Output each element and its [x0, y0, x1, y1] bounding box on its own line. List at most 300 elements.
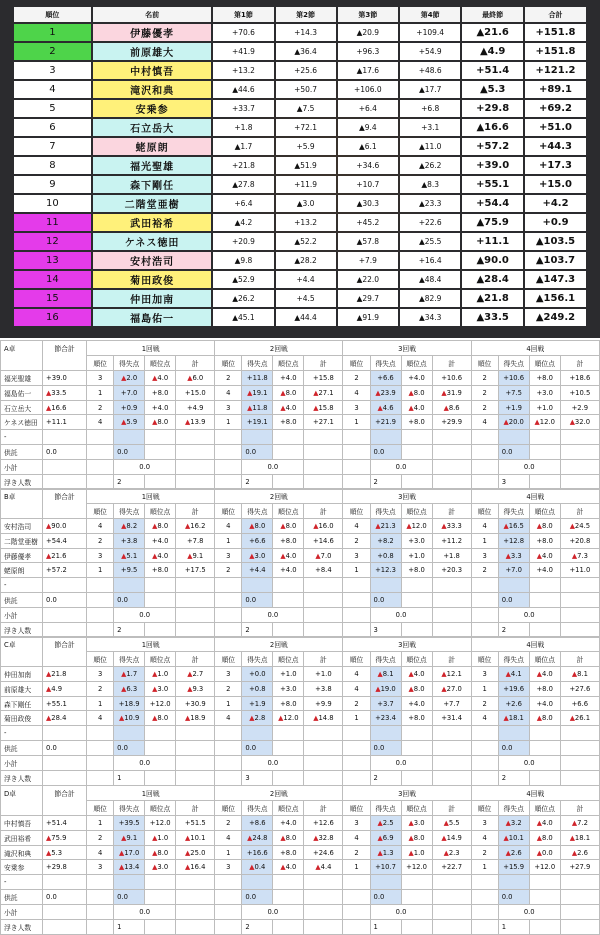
sub-header: 順位	[87, 355, 114, 370]
game-rank: 3	[215, 666, 242, 681]
minus-triangle-icon: ▲	[571, 669, 578, 678]
game-points: ▲19.1	[242, 385, 273, 400]
sub-header: 順位	[471, 355, 498, 370]
empty-cell	[529, 726, 560, 741]
subtotal-label: 小計	[1, 905, 43, 920]
subtotal-row	[1, 460, 600, 475]
minus-triangle-icon: ▲	[441, 833, 447, 842]
empty-cell	[176, 578, 215, 593]
section-3-score: ▲9.4	[338, 119, 398, 136]
subtotal-value: 0.0	[242, 460, 304, 475]
game-total: ▲9.1	[176, 548, 215, 563]
kyotaku-spacer	[401, 445, 432, 460]
float-value: 2	[498, 623, 529, 638]
final-section-score: ▲5.3	[462, 81, 523, 98]
kyotaku-spacer	[560, 445, 599, 460]
minus-triangle-icon: ▲	[121, 551, 127, 560]
game-rank-points: ▲8.0	[529, 711, 560, 726]
section-1-score: ▲27.8	[213, 176, 273, 193]
game-rank: 1	[343, 711, 370, 726]
empty-cell	[343, 726, 370, 741]
player-name: ケネス徳田	[1, 415, 43, 430]
minus-triangle-icon: ▲	[569, 418, 575, 427]
float-spacer	[432, 920, 471, 935]
section-4-score: +3.1	[400, 119, 460, 136]
empty-cell	[114, 726, 145, 741]
rank-cell: 3	[14, 62, 91, 79]
subtotal-value: 0.0	[242, 905, 304, 920]
subtotal-value: 0.0	[370, 460, 432, 475]
player-row	[1, 830, 600, 845]
empty-dash: -	[1, 726, 43, 741]
kyotaku-spacer	[215, 593, 242, 608]
game-rank-points: ▲8.0	[401, 385, 432, 400]
game-rank: 3	[87, 548, 114, 563]
section-3-score: +6.4	[338, 100, 398, 117]
empty-cell	[498, 726, 529, 741]
minus-triangle-icon: ▲	[503, 714, 509, 723]
game-points: ▲2.8	[242, 711, 273, 726]
game-points: +0.9	[114, 400, 145, 415]
empty-cell	[343, 578, 370, 593]
game-header-3: 3回戦	[343, 637, 471, 652]
float-spacer	[343, 920, 370, 935]
empty-row	[1, 875, 600, 890]
empty-cell	[370, 875, 401, 890]
empty-cell	[401, 875, 432, 890]
section-4-score: ▲26.2	[400, 157, 460, 174]
subtotal-value: 0.0	[498, 460, 560, 475]
empty-total	[43, 578, 87, 593]
float-spacer	[43, 771, 87, 786]
game-header-2: 2回戦	[215, 786, 343, 801]
minus-triangle-icon: ▲	[377, 669, 383, 678]
kyotaku-spacer	[471, 741, 498, 756]
empty-dash: -	[1, 430, 43, 445]
kyotaku-spacer	[304, 445, 343, 460]
game-rank: 2	[343, 533, 370, 548]
empty-total	[43, 875, 87, 890]
subtotal-value: 0.0	[242, 608, 304, 623]
player-name: 福島佑一	[1, 385, 43, 400]
game-header-4: 4回戦	[471, 341, 599, 356]
player-total: ▲4.9	[43, 681, 87, 696]
total-score: +17.3	[525, 157, 586, 174]
sub-header: 計	[176, 355, 215, 370]
float-spacer	[560, 771, 599, 786]
game-rank-points: ▲12.0	[401, 518, 432, 533]
subtotal-spacer	[215, 608, 242, 623]
game-rank: 4	[343, 681, 370, 696]
game-total: ▲33.3	[432, 518, 471, 533]
game-rank: 3	[343, 548, 370, 563]
game-total: ▲26.1	[560, 711, 599, 726]
game-rank: 4	[471, 415, 498, 430]
game-points: ▲1.3	[370, 845, 401, 860]
sub-header-row	[1, 355, 600, 370]
float-label: 浮き人数	[1, 623, 43, 638]
game-total: +15.8	[304, 370, 343, 385]
table-detail	[0, 488, 600, 638]
empty-cell	[304, 430, 343, 445]
sub-header: 順位	[471, 503, 498, 518]
subtotal-spacer	[304, 608, 343, 623]
game-points: ▲18.1	[498, 711, 529, 726]
game-points: +1.9	[498, 400, 529, 415]
game-total: ▲14.8	[304, 711, 343, 726]
game-total: +24.6	[304, 845, 343, 860]
player-total: ▲21.8	[43, 666, 87, 681]
float-value: 1	[114, 771, 145, 786]
subtotal-spacer	[432, 608, 471, 623]
section-4-score: +109.4	[400, 24, 460, 41]
kyotaku-total: 0.0	[43, 593, 87, 608]
minus-triangle-icon: ▲	[315, 863, 321, 872]
game-rank: 3	[87, 370, 114, 385]
minus-triangle-icon: ▲	[408, 403, 414, 412]
game-points: ▲2.6	[498, 845, 529, 860]
subtotal-value: 0.0	[370, 608, 432, 623]
game-rank-points: ▲8.0	[145, 711, 176, 726]
subtotal-spacer	[87, 608, 114, 623]
standings-panel	[0, 0, 600, 338]
player-total: +39.0	[43, 370, 87, 385]
sub-header: 順位点	[145, 800, 176, 815]
kyotaku-value: 0.0	[242, 593, 273, 608]
game-rank-points: ▲4.0	[145, 548, 176, 563]
game-header-row	[1, 341, 600, 356]
minus-triangle-icon: ▲	[280, 521, 286, 530]
kyotaku-spacer	[304, 593, 343, 608]
game-rank-points: +12.0	[401, 860, 432, 875]
kyotaku-total: 0.0	[43, 741, 87, 756]
game-header-1: 1回戦	[87, 341, 215, 356]
game-total: +51.5	[176, 815, 215, 830]
game-header-2: 2回戦	[215, 341, 343, 356]
game-rank-points: ▲1.0	[401, 845, 432, 860]
minus-triangle-icon: ▲	[377, 403, 383, 412]
total-score: ▲249.2	[525, 309, 586, 326]
kyotaku-spacer	[529, 890, 560, 905]
total-spacer	[43, 800, 87, 815]
minus-triangle-icon: ▲	[443, 848, 449, 857]
player-name: 蛯原朗	[93, 138, 212, 155]
minus-triangle-icon: ▲	[441, 521, 447, 530]
game-rank: 4	[215, 385, 242, 400]
game-points: ▲24.8	[242, 830, 273, 845]
sub-header: 計	[432, 651, 471, 666]
game-points: +6.6	[242, 533, 273, 548]
empty-cell	[498, 430, 529, 445]
minus-triangle-icon: ▲	[121, 373, 127, 382]
game-total: +15.0	[176, 385, 215, 400]
game-points: ▲6.3	[114, 681, 145, 696]
empty-total	[43, 430, 87, 445]
game-rank-points: ▲8.0	[529, 518, 560, 533]
minus-triangle-icon: ▲	[571, 848, 578, 857]
total-score: +4.2	[525, 195, 586, 212]
empty-cell	[471, 578, 498, 593]
minus-triangle-icon: ▲	[152, 848, 158, 857]
section-4-score: +48.6	[400, 62, 460, 79]
game-rank-points: +4.0	[273, 815, 304, 830]
player-row	[1, 548, 600, 563]
game-total: ▲24.5	[560, 518, 599, 533]
minus-triangle-icon: ▲	[408, 833, 414, 842]
subtotal-row	[1, 905, 600, 920]
game-rank-points: ▲4.0	[273, 400, 304, 415]
kyotaku-value: 0.0	[498, 445, 529, 460]
game-total: ▲10.1	[176, 830, 215, 845]
kyotaku-spacer	[471, 445, 498, 460]
kyotaku-value: 0.0	[498, 890, 529, 905]
subtotal-spacer	[560, 608, 599, 623]
float-value: 2	[114, 475, 145, 490]
minus-triangle-icon: ▲	[46, 833, 52, 842]
game-rank: 1	[87, 815, 114, 830]
game-rank-points: ▲3.0	[401, 815, 432, 830]
header-total: 合計	[525, 7, 586, 22]
table-c-section	[0, 636, 600, 786]
game-points: +9.5	[114, 563, 145, 578]
empty-cell	[343, 430, 370, 445]
section-1-score: +70.6	[213, 24, 273, 41]
game-points: ▲3.3	[498, 548, 529, 563]
empty-cell	[145, 875, 176, 890]
game-rank: 2	[215, 815, 242, 830]
minus-triangle-icon: ▲	[377, 833, 383, 842]
player-row	[1, 385, 600, 400]
subtotal-spacer	[560, 460, 599, 475]
game-total: ▲7.2	[560, 815, 599, 830]
game-total: ▲6.0	[176, 370, 215, 385]
game-rank: 2	[87, 533, 114, 548]
kyotaku-spacer	[529, 593, 560, 608]
float-value: 2	[370, 771, 401, 786]
minus-triangle-icon: ▲	[536, 669, 542, 678]
section-1-score: +13.2	[213, 62, 273, 79]
empty-cell	[145, 578, 176, 593]
rank-cell: 15	[14, 290, 91, 307]
game-rank: 2	[471, 385, 498, 400]
game-total: ▲18.9	[176, 711, 215, 726]
player-name: 仲田加南	[93, 290, 212, 307]
minus-triangle-icon: ▲	[505, 818, 511, 827]
standings-row	[14, 138, 586, 155]
minus-triangle-icon: ▲	[408, 388, 414, 397]
sub-header: 順位	[215, 355, 242, 370]
game-rank-points: +1.0	[529, 400, 560, 415]
game-rank: 4	[87, 415, 114, 430]
empty-cell	[87, 726, 114, 741]
game-points: ▲20.0	[498, 415, 529, 430]
subtotal-spacer	[560, 756, 599, 771]
float-value: 2	[242, 475, 273, 490]
subtotal-spacer	[471, 905, 498, 920]
game-total: +10.6	[432, 370, 471, 385]
minus-triangle-icon: ▲	[121, 521, 127, 530]
sub-header: 順位	[343, 355, 370, 370]
subtotal-spacer	[215, 905, 242, 920]
game-rank-points: +4.0	[401, 696, 432, 711]
section-2-score: ▲28.2	[276, 252, 336, 269]
sub-header: 順位	[343, 651, 370, 666]
game-rank-points: ▲4.0	[145, 370, 176, 385]
kyotaku-spacer	[87, 890, 114, 905]
sub-header: 計	[560, 503, 599, 518]
game-header-row	[1, 786, 600, 801]
game-rank: 4	[215, 830, 242, 845]
total-header: 節合計	[43, 786, 87, 801]
minus-triangle-icon: ▲	[185, 521, 191, 530]
kyotaku-value: 0.0	[114, 741, 145, 756]
game-rank: 4	[87, 518, 114, 533]
minus-triangle-icon: ▲	[280, 403, 286, 412]
total-score: ▲156.1	[525, 290, 586, 307]
empty-cell	[432, 430, 471, 445]
minus-triangle-icon: ▲	[569, 521, 575, 530]
game-rank-points: +3.0	[401, 533, 432, 548]
game-total: ▲25.0	[176, 845, 215, 860]
game-points: +12.3	[370, 563, 401, 578]
game-rank-points: +8.0	[145, 385, 176, 400]
game-rank-points: ▲8.0	[529, 830, 560, 845]
standings-row	[14, 176, 586, 193]
final-section-score: +51.4	[462, 62, 523, 79]
game-total: +7.7	[432, 696, 471, 711]
empty-cell	[176, 875, 215, 890]
total-spacer	[43, 651, 87, 666]
game-points: +8.2	[370, 533, 401, 548]
sub-header: 順位	[343, 503, 370, 518]
empty-dash: -	[1, 875, 43, 890]
game-rank-points: ▲3.0	[145, 681, 176, 696]
player-total: +29.8	[43, 860, 87, 875]
float-spacer	[471, 920, 498, 935]
minus-triangle-icon: ▲	[503, 521, 509, 530]
subtotal-spacer	[304, 460, 343, 475]
section-2-score: ▲51.9	[276, 157, 336, 174]
empty-cell	[215, 430, 242, 445]
game-rank-points: ▲4.0	[401, 400, 432, 415]
kyotaku-spacer	[529, 445, 560, 460]
minus-triangle-icon: ▲	[247, 403, 253, 412]
player-total: +57.2	[43, 563, 87, 578]
standings-row	[14, 195, 586, 212]
minus-triangle-icon: ▲	[185, 714, 191, 723]
player-name: 伊藤優孝	[1, 548, 43, 563]
minus-triangle-icon: ▲	[534, 418, 540, 427]
game-rank-points: +4.0	[529, 563, 560, 578]
float-spacer	[304, 771, 343, 786]
sub-header: 計	[560, 651, 599, 666]
game-total: +12.6	[304, 815, 343, 830]
game-total: ▲31.9	[432, 385, 471, 400]
game-points: +8.6	[242, 815, 273, 830]
header-section-1: 第1節	[213, 7, 273, 22]
game-total: +20.3	[432, 563, 471, 578]
game-total: ▲9.3	[176, 681, 215, 696]
game-rank: 4	[215, 711, 242, 726]
minus-triangle-icon: ▲	[408, 848, 414, 857]
section-2-score: +13.2	[276, 214, 336, 231]
game-total: +9.9	[304, 696, 343, 711]
subtotal-spacer	[43, 460, 87, 475]
subtotal-spacer	[176, 608, 215, 623]
game-points: ▲0.4	[242, 860, 273, 875]
sub-header: 得失点	[114, 355, 145, 370]
rank-cell: 1	[14, 24, 91, 41]
game-rank: 4	[343, 666, 370, 681]
section-1-score: ▲26.2	[213, 290, 273, 307]
subtotal-value: 0.0	[114, 905, 176, 920]
player-row	[1, 815, 600, 830]
sub-header: 順位点	[401, 800, 432, 815]
sub-header: 順位点	[401, 503, 432, 518]
game-points: ▲5.9	[114, 415, 145, 430]
minus-triangle-icon: ▲	[571, 818, 578, 827]
game-points: +7.0	[114, 385, 145, 400]
game-rank-points: +4.0	[145, 533, 176, 548]
player-total: +11.1	[43, 415, 87, 430]
game-points: ▲2.0	[114, 370, 145, 385]
sub-header: 順位点	[273, 800, 304, 815]
game-points: ▲8.2	[114, 518, 145, 533]
game-rank-points: +8.0	[145, 563, 176, 578]
kyotaku-spacer	[471, 890, 498, 905]
game-header-1: 1回戦	[87, 786, 215, 801]
final-section-score: ▲28.4	[462, 271, 523, 288]
table-label: A卓	[1, 341, 43, 356]
minus-triangle-icon: ▲	[536, 521, 542, 530]
game-total: +6.6	[560, 696, 599, 711]
total-spacer	[43, 355, 87, 370]
final-section-score: +57.2	[462, 138, 523, 155]
game-rank-points: +3.0	[273, 681, 304, 696]
game-total: +11.0	[560, 563, 599, 578]
game-rank: 4	[471, 518, 498, 533]
rank-cell: 2	[14, 43, 91, 60]
game-points: +0.0	[242, 666, 273, 681]
kyotaku-spacer	[560, 593, 599, 608]
game-rank: 2	[471, 563, 498, 578]
game-rank-points: ▲12.0	[273, 711, 304, 726]
sub-header: 得失点	[242, 503, 273, 518]
subtotal-value: 0.0	[114, 608, 176, 623]
game-rank: 1	[215, 415, 242, 430]
standings-row	[14, 62, 586, 79]
game-rank: 1	[87, 696, 114, 711]
game-total: +27.9	[560, 860, 599, 875]
kyotaku-label: 供託	[1, 741, 43, 756]
standings-row	[14, 252, 586, 269]
kyotaku-spacer	[145, 890, 176, 905]
game-total: +14.6	[304, 533, 343, 548]
sub-header: 順位点	[273, 355, 304, 370]
table-label: D卓	[1, 786, 43, 801]
kyotaku-spacer	[273, 593, 304, 608]
sub-header: 順位	[215, 651, 242, 666]
game-total: ▲27.1	[304, 385, 343, 400]
game-rank-points: ▲8.0	[273, 830, 304, 845]
game-points: +15.9	[498, 860, 529, 875]
player-total: ▲33.5	[43, 385, 87, 400]
total-score: +151.8	[525, 43, 586, 60]
game-rank: 3	[471, 666, 498, 681]
minus-triangle-icon: ▲	[313, 388, 319, 397]
subtotal-spacer	[471, 756, 498, 771]
empty-cell	[498, 578, 529, 593]
